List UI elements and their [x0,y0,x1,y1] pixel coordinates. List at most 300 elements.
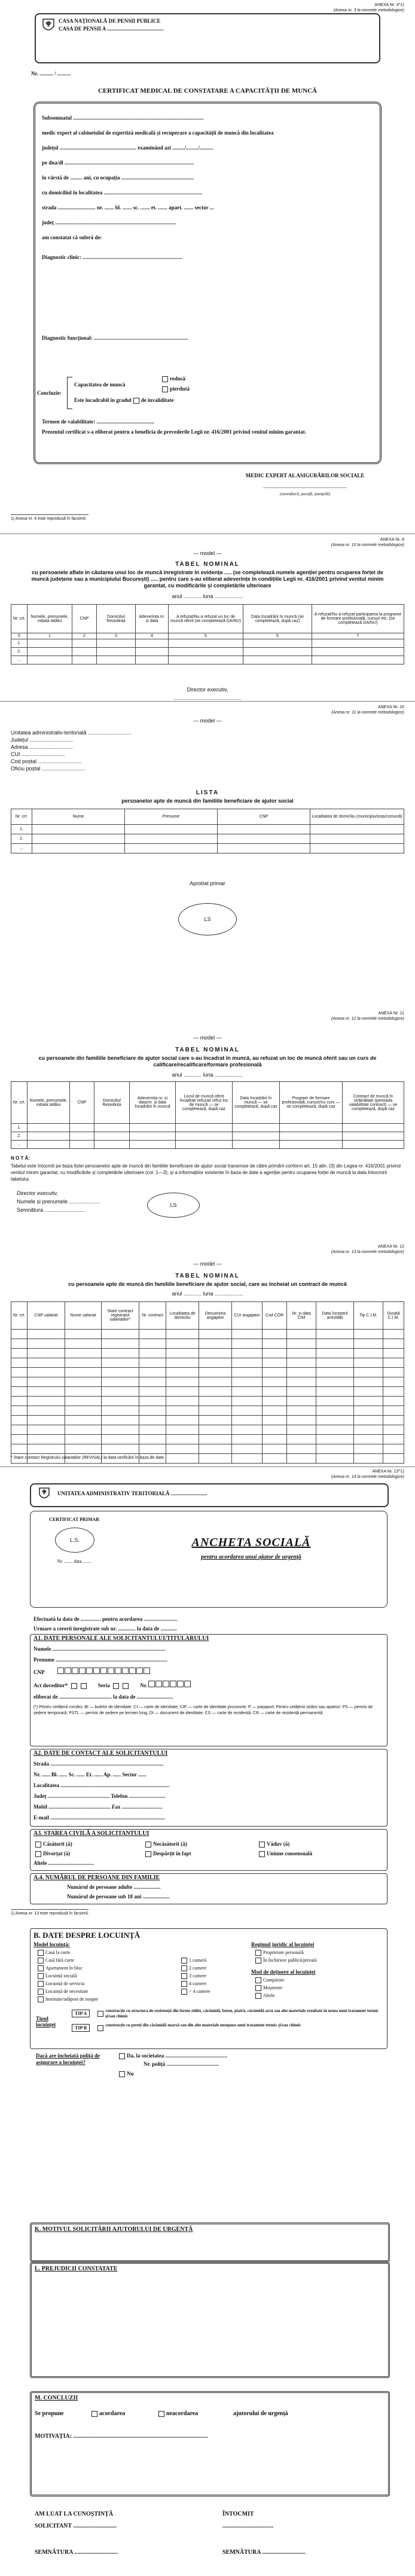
medic-expert-title: MEDIC EXPERT AL ASIGURĂRILOR SOCIALE [245,472,365,478]
regim-juridic-title: Regimul juridic al locuinței [251,1941,315,1947]
ls-stamp: LS [178,903,237,935]
nota-text: Tabelul este întocmit pe baza listei persoanelor apte de muncă din familiile beneficiare de ajutor social transmise de către primării conform art. 15 alin. (3) din Legea nr. 416/2001 privind venitul minim garantat, cu modificările și completările ulterioare (col. 1—3), și a informațiilor existente în baza de date a agenției pentru ocuparea forței de muncă la data întocmirii tabelului. [11,1163,401,1182]
option-cumparare[interactable]: Cumpărare [254,1977,285,1983]
table-cell [316,1454,354,1464]
col-number: 2 [72,633,97,639]
table-cell [383,1435,404,1444]
table-cell [263,1339,287,1349]
table-cell [232,1349,263,1358]
table-cell [316,1330,354,1339]
table-row [11,1444,404,1454]
table-cell [102,1387,139,1397]
se-propune-label: Se propune [35,2410,64,2417]
tabel-title: TABEL NOMINAL [175,1047,240,1053]
table-cell [263,1358,287,1368]
intocmit-label: ÎNTOCMIT [222,2511,254,2517]
tip-a-badge: TIP A [72,2010,90,2017]
col-header: Stare contract registratul salariaților* [102,1302,139,1330]
urmare-cereri: Urmare a cererii înregistrate sub nr. ............. la data de ............ [33,1626,177,1632]
tabel-description: cu persoanele din familiile beneficiare de ajutor social care s-au încadrat în muncă, au refuzat un loc de muncă oferit sau un curs de calificare/recalificare/formare profesională [38,1055,377,1068]
table-cell [166,1387,199,1397]
col-header: Nr. contract [139,1302,166,1330]
table-cell [354,1377,383,1387]
table-cell [139,1406,166,1416]
table-cell [139,1435,166,1444]
table-cell [65,1387,102,1397]
footnote-rule [11,514,89,515]
table-cell [263,1387,287,1397]
concluzie-label: Concluzie: [37,390,62,396]
table-cell [316,1368,354,1377]
table-cell [28,1444,65,1454]
director-label: Director executiv, [187,687,228,693]
col-header: Tip C.I.M. [354,1302,383,1330]
a1-title: A1. DATE PERSONALE ALE SOLICITANTULUI/TITULARULUI [33,1635,209,1642]
certificate-title: CERTIFICAT MEDICAL DE CONSTATARE A CAPACITĂȚII DE MUNCĂ [97,87,318,94]
table-cell [199,1416,232,1425]
table-cell [11,1358,28,1368]
footnote: * Stare contract Registrului salariaților (REVISAL) la data verificării în baza de date. [11,1456,165,1460]
option-casatorit[interactable]: Căsătorit (ă) [33,1841,72,1848]
table-cell [199,1349,232,1358]
lista-title: LISTA [196,789,219,796]
table-cell [102,1425,139,1435]
institution-name: CASA NAȚIONALĂ DE PENSII PUBLICE [59,18,161,24]
table-cell [28,1339,65,1349]
model-label: — model — [193,1035,222,1041]
table-cell [383,1454,404,1464]
option-neacordarea[interactable]: neacordarea [157,2410,198,2417]
certificate-body-box [33,102,382,464]
table-cell [11,1397,28,1406]
row-domiciliu: cu domiciliul în localitatea ......................................................................... [42,190,202,196]
table-row [11,1330,404,1339]
table-cell [11,1339,28,1349]
efectuat-la-data: Efectuată la data de ............... pentru acordarea ......................... [33,1616,178,1622]
l-box [30,2262,390,2378]
table-cell [316,1349,354,1358]
lista-description: persoanelor apte de muncă din familiile beneficiare de ajutor social [121,798,294,804]
field-email: E-mail ..................................................................................... [33,1815,165,1821]
col-header: Locul de muncă oferit încadrat/ refuzat/ refuz loc de muncă — se completează, după caz [176,1082,233,1124]
col-header: Nr. crt. [11,1302,28,1330]
table-cell [11,1416,28,1425]
concluzie-bracket [67,377,72,409]
cod-postal-field: Cod poștal ............................. [11,758,82,764]
table-cell [102,1368,139,1377]
table-cell [316,1416,354,1425]
row-persoana: pe dna/dl ................................................................................................ [42,160,194,166]
option-mostenire[interactable]: Moștenire [254,1985,282,1991]
table-cell [287,1387,316,1397]
annex-ref: ANEXA Nr. 12 (Anexa nr. 13 la normele metodologice) [331,1245,404,1254]
anexa-lista-persoane [0,700,415,1011]
table-cell [263,1368,287,1377]
tabel-period: anul ............ luna ................... [172,1291,243,1297]
table-cell [263,1330,287,1339]
table-cell [28,1406,65,1416]
option-locuinta-serviciu[interactable]: Locuință de serviciu [36,1981,84,1987]
option-acordarea[interactable]: acordarea [90,2410,125,2417]
field-prenume: Prenume ................................................................................... [33,1657,167,1663]
table-cell [199,1387,232,1397]
table-cell [28,1368,65,1377]
field-strada: Strada .................................................................................... [33,1761,164,1767]
ls-stamp: LS [147,1193,200,1218]
footnote: 1) Anexa nr. 13 este reprodusă în facsimil. [11,1912,89,1916]
col-header: Contract de muncă în străinătate (perioada valabilitate contract) — se completează, după caz [343,1082,404,1124]
tabel-description: cu persoanele aflate în căutarea unui loc de muncă înregistrate în evidența ..... (se completează numele agenției pentru ocuparea forței de muncă județene sau a municipiului București) ..... pentru care s-au eliberat adeverințe în condițiile Legii nr. 416/2001 privind venitul minim garantat, cu modificările și completările ulterioare [31,569,384,589]
table-cell [199,1444,232,1454]
ancheta-title: ANCHETA SOCIALĂ [191,1536,311,1549]
mod-detinere-title: Mod de deținere al locuinței [251,1969,316,1975]
col-header: Nume salariat [65,1302,102,1330]
anexa-certificat-medical [0,0,415,532]
table-cell [354,1339,383,1349]
nr-cells[interactable] [148,1682,191,1688]
table-cell [102,1330,139,1339]
field-localitatea: Localitatea ................................................................................. [33,1782,170,1788]
table-cell [102,1377,139,1387]
option-camere-4[interactable]: 4 camere [179,1981,206,1987]
ls-stamp: L.S. [55,1528,94,1553]
col-number: 6 [243,633,312,639]
table-cell [65,1416,102,1425]
model-label: — model — [193,550,222,556]
table-cell [28,1425,65,1435]
footnote-rule [11,1909,89,1910]
table-cell [11,1387,28,1397]
crest-icon [42,18,55,33]
row-varsta: în vârstă de ......... ani, cu ocupația ...................................................... [42,175,194,181]
table-cell [102,1406,139,1416]
model-locuinta-title: Model locuință: [33,1941,70,1947]
aprobat-primar: Aprobat primar [190,880,225,886]
tip-b-badge: TIP B [72,2024,90,2032]
table-cell [316,1358,354,1368]
semnatura-solicitant: SEMNĂTURA ............................. [35,2549,118,2556]
table-row [11,1339,404,1349]
col-header: CUI angajator [232,1302,263,1330]
table-cell [354,1368,383,1377]
table-cell [139,1416,166,1425]
table-cell [316,1397,354,1406]
col-header: Cod COR [263,1302,287,1330]
table-row: ... [11,844,404,853]
director-line: ............................................. [173,695,242,701]
table-cell [354,1454,383,1464]
anexa-tabel-nominal-2 [0,1011,415,1262]
table-cell [166,1330,199,1339]
table-cell [166,1358,199,1368]
option-uniune[interactable]: Uniune consensuală [257,1851,312,1857]
table-cell [199,1339,232,1349]
table-cell [166,1368,199,1377]
section-divider [0,701,415,702]
option-casa-curte[interactable]: Casă la curte [36,1950,70,1956]
table-cell [65,1330,102,1339]
uat-title: UNITATEA ADMINISTRATIV TERITORIALĂ ........................... [57,1490,208,1496]
table-cell [287,1377,316,1387]
adresa-field: Adresa ............................. [11,744,73,750]
col-header: Adeverința nr. și data [136,605,169,633]
option-camere-1[interactable]: 1 cameră [179,1958,206,1964]
table-cell [287,1435,316,1444]
option-apartament[interactable]: Apartament în bloc [36,1965,83,1971]
serie-cell[interactable] [113,1683,119,1689]
table-cell [354,1444,383,1454]
table-row [11,1397,404,1406]
table-cell [11,1406,28,1416]
tabel-nominal-table [11,604,404,664]
table-cell [232,1397,263,1406]
table-cell [11,1435,28,1444]
table-cell [263,1406,287,1416]
option-casa-fara-curte[interactable]: Casă fără curte [36,1958,74,1964]
option-locuinta-sociala[interactable]: Locuință socială [36,1973,77,1979]
table-cell [287,1416,316,1425]
cnp-cells[interactable] [57,1669,151,1675]
act-legend: (*) Pentru cetățenii români: BI — buletin de identitate; CI — carte de identitate; CIP — carte de identitate provizorie; P — pașaport; Pentru cetățenii străini sau apatrizi: PS — permis de ședere temporară; PSTL — permis de ședere pe termen lung; DI — document de identitate; CS — carte de rezidență; CR — carte de rezidență permanentă [33,1705,373,1715]
polita-question: Dacă are încheiată poliță de asigurare a locuinței? [36,2053,100,2065]
table-cell [28,1358,65,1368]
checkbox-tip-b[interactable] [97,2025,103,2031]
table-cell [102,1339,139,1349]
annex-ref: ANEXA Nr. 13^1) (Anexa nr. 14 la normele metodologice) [331,1470,404,1479]
prezentul-certificat: Prezentul certificat s-a eliberat pentru a beneficia de prevederile Legii nr. 416/2001 privind venitul minim garantat. [42,429,307,435]
table-cell [232,1387,263,1397]
col-number: 5 [169,633,243,639]
row-judet: județ .......................................................................................... [42,220,176,225]
table-cell [383,1444,404,1454]
table-row: 1. [11,1124,404,1132]
annex-ref: ANEXA Nr. 10 (Anexa nr. 11 la normele metodologice) [331,705,404,715]
col-header: Prenume [125,809,218,825]
table-cell [383,1397,404,1406]
checkbox-pierduta[interactable] [162,386,168,392]
document-number: Nr. .......... / .......... [31,71,71,77]
table-row: 2. [11,834,404,844]
table-cell [166,1416,199,1425]
table-cell [316,1377,354,1387]
act-cell[interactable] [71,1683,77,1689]
model-label: — model — [193,1261,222,1267]
table-cell [232,1358,263,1368]
table-cell [263,1377,287,1387]
table-cell [383,1416,404,1425]
table-cell [354,1397,383,1406]
table-cell [263,1349,287,1358]
field-act-doveditor: Act doveditor* Seria Nr. [33,1681,191,1689]
table-cell [139,1397,166,1406]
table-row: 1. [11,639,404,648]
checkbox-grad[interactable] [133,398,139,404]
table-cell [102,1435,139,1444]
annex-ref: ANEXA Nr. 11 (Anexa nr. 12 la normele metodologice) [331,1011,404,1021]
tip-a-text: construcție cu structura de rezistență din forme zidite, cărămidă, beton, piatră, cărămidă arsă sau alte materiale rezultate în urma unui tratament termic și/sau chimic [105,2008,379,2019]
table-row [11,1377,404,1387]
table-cell [287,1454,316,1464]
table-row: 2. [11,1132,404,1141]
table-cell [65,1435,102,1444]
option-institutie[interactable]: Instituție/adăpost de noapte [36,1996,98,2002]
table-cell [11,1444,28,1454]
option-vaduv[interactable]: Văduv (ă) [257,1841,289,1848]
table-cell [65,1406,102,1416]
table-cell [139,1425,166,1435]
serie-cell[interactable] [123,1683,129,1689]
option-camere-5[interactable]: > 4 camere [179,1989,210,1995]
table-row [11,1425,404,1435]
table-cell [139,1387,166,1397]
table-cell [232,1339,263,1349]
option-inchiriere[interactable]: În închiriere publică/privată [254,1958,316,1964]
table-cell [232,1377,263,1387]
option-redusa[interactable]: redusă [160,376,185,382]
tabel-title: TABEL NOMINAL [175,561,240,568]
field-eliberat: eliberat de ....................................... la data de ........................... [33,1694,173,1700]
table-cell [383,1387,404,1397]
row-subsemnatul: Subsemnatul ................................................................................................. [42,115,204,121]
col-header: Domiciliul Reședința [97,605,136,633]
field-nume: Numele .................................................................................... [33,1646,166,1652]
option-proprietate[interactable]: Proprietate personală [254,1950,304,1956]
option-polita-nu[interactable]: Nu [117,2071,134,2077]
table-cell [166,1425,199,1435]
option-camere-2[interactable]: 2 camere [179,1965,206,1971]
table-cell [11,1330,28,1339]
table-cell [232,1435,263,1444]
table-cell [383,1368,404,1377]
table-cell [383,1377,404,1387]
checkbox-redusa[interactable] [162,376,168,382]
table-cell [65,1339,102,1349]
table-cell [354,1349,383,1358]
table-cell [287,1349,316,1358]
option-pierduta[interactable]: pierdută [160,386,190,392]
table-cell [199,1358,232,1368]
ancheta-subtitle: pentru acordarea unui ajutor de urgență [201,1554,301,1560]
col-header: CNP salariat [28,1302,65,1330]
b-title: B. DATE DESPRE LOCUINȚĂ [33,1931,141,1940]
uat-field: Unitatea administrativ-teritorială ............................. [11,730,132,736]
col-header: CNP [70,1082,94,1124]
nota-heading: N O T Ă: [11,1156,30,1161]
col-header: A refuzat/Nu a refuzat un loc de muncă oferit (se completează DA/NU) [169,605,243,633]
am-luat-label: AM LUAT LA CUNOȘTINȚĂ [35,2511,114,2517]
m-title: M. CONCLUZII [35,2395,78,2401]
table-cell [287,1330,316,1339]
table-row [11,1358,404,1368]
tabel-period: anul ............ luna ................... [172,593,243,599]
table-cell [287,1444,316,1454]
model-label: — model — [193,718,222,724]
field-nr-polita: Nr. poliță ....................................... [144,2061,219,2067]
anexa-concluzii [0,2080,415,2576]
table-row: ... [11,656,404,664]
a3-title: A3. STAREA CIVILĂ A SOLICITANTULUI [33,1830,149,1837]
director-name: Numele și prenumele ..................... [17,1199,101,1205]
table-cell [166,1444,199,1454]
option-divortat[interactable]: Divorțat (ă) [33,1851,70,1857]
col-header: Nr. și data CIM [287,1302,316,1330]
col-header: CNP [218,809,310,825]
table-cell [11,1377,28,1387]
table-cell [28,1377,65,1387]
director-signature: Semnătura ........................... [17,1207,86,1213]
field-persoane-adulte: Numărul de persoane adulte .................... [67,1884,161,1890]
col-header: Durată C.I.M. [383,1302,404,1330]
table-cell [28,1416,65,1425]
a4-title: A.4. NUMĂRUL DE PERSOANE DIN FAMILIE [33,1874,160,1881]
table-cell [65,1425,102,1435]
table-row [11,1349,404,1358]
footnote: 1) Anexa nr. 4 este reprodusă în facsimil. [11,517,87,521]
table-cell [263,1454,287,1464]
checkbox-tip-a[interactable] [97,2011,103,2017]
certificat-primar: CERTIFICAT PRIMAR [48,1517,100,1522]
act-cell[interactable] [81,1683,87,1689]
casa-pensii: CASA DE PENSII A .......................................... [59,26,164,32]
table-cell [199,1425,232,1435]
table-cell [316,1387,354,1397]
option-despartit[interactable]: Despărțit în fapt [144,1851,191,1857]
tabel-description: cu persoanele apte de muncă din familiile beneficiare de ajutor social, care au încheiat un contract de muncă [68,1281,347,1287]
table-cell [199,1406,232,1416]
option-locuinta-necesitate[interactable]: Locuință de necesitate [36,1989,89,1995]
motivatia-field: MOTIVAȚIA: .......................................................................................... [35,2433,208,2440]
field-judet-telefon: Județ .............................................. Telefon ........................... [33,1793,166,1799]
table-cell [102,1416,139,1425]
col-header: Nr. crt. [11,809,32,825]
table-row: 2. [11,648,404,656]
field-persoane-minore: Numărul de persoane sub 18 ani .................... [67,1894,170,1900]
table-cell [65,1368,102,1377]
tabel-period: anul ............ luna ................... [172,1072,243,1078]
table-row [11,1406,404,1416]
option-camere-3[interactable]: 3 camere [179,1973,206,1979]
table-cell [354,1406,383,1416]
tabel-title: TABEL NOMINAL [175,1273,240,1279]
table-cell [139,1377,166,1387]
option-altele[interactable]: Altele [254,1993,275,1999]
col-header: Numele, prenumele, inițiala tatălui [28,1082,70,1124]
col-number: 7 [312,633,404,639]
crest-icon [38,1487,50,1501]
option-polita-da[interactable]: Da, la societatea .............................................. [117,2053,227,2059]
table-cell [354,1387,383,1397]
table-cell [287,1406,316,1416]
col-number: 0 [11,633,28,639]
table-cell [11,1368,28,1377]
table-cell [199,1330,232,1339]
intocmit-name: .................................. [222,2523,273,2529]
table-row [11,1416,404,1425]
judet-field: Județul ............................. [11,737,74,743]
option-necasatorit[interactable]: Necăsătorit (ă) [144,1841,187,1848]
table-cell [232,1444,263,1454]
tipul-locuintei-label: Tipul locuinței [36,2016,56,2028]
col-number: 1 [28,633,72,639]
table-cell [199,1435,232,1444]
annex-ref: ANEXA Nr. 4^1) (Anexa nr. 3 la normele metodologice) [333,3,404,13]
table-cell [11,1425,28,1435]
table-cell [65,1444,102,1454]
col-header: Localitatea de domiciliu [166,1302,199,1330]
table-cell [263,1416,287,1425]
table-cell [166,1397,199,1406]
table-cell [166,1435,199,1444]
